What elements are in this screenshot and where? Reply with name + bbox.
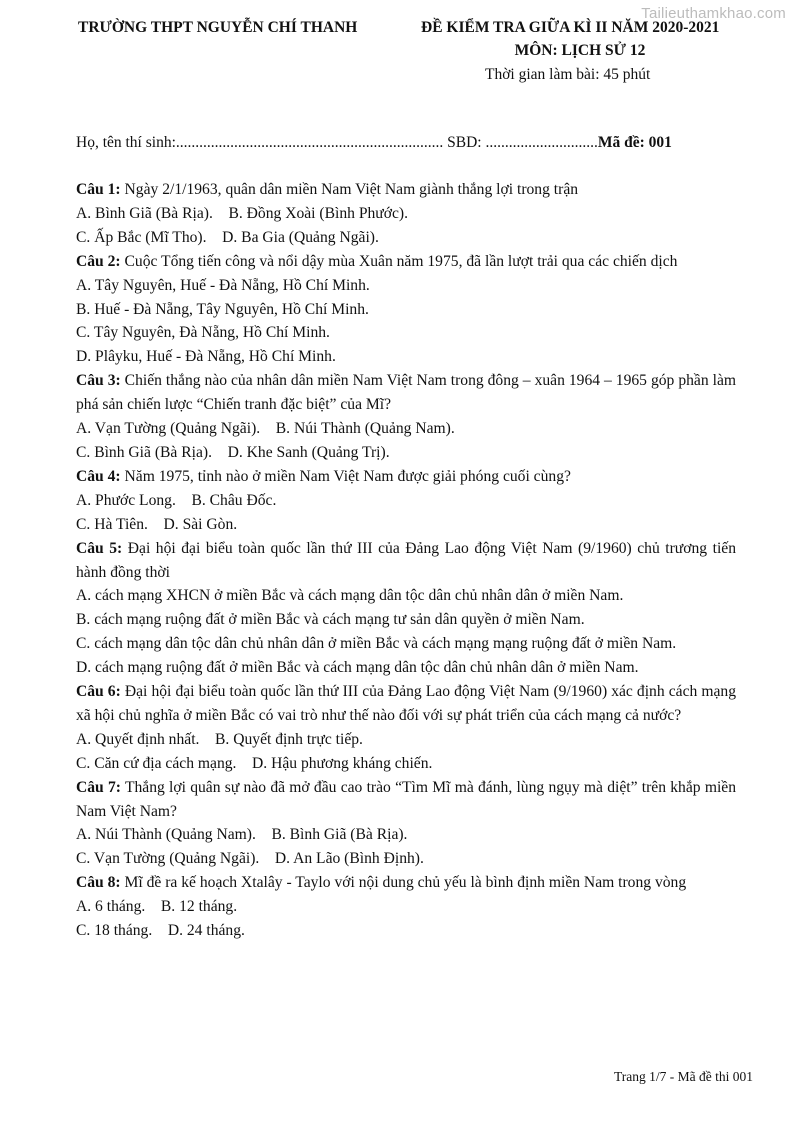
answer-option: D. Plâyku, Huế - Đà Nẵng, Hồ Chí Minh.	[76, 348, 336, 366]
student-name-label: Họ, tên thí sinh:.....................................................................	[76, 134, 444, 151]
answer-options: A. Quyết định nhất. B. Quyết định trực tiếp.	[76, 730, 363, 748]
question-6	[76, 680, 736, 776]
question-text: Chiến thắng nào của nhân dân miền Nam Việt Nam trong đông – xuân 1964 – 1965 góp phần làm phá sản chiến lược “Chiến tranh đặc biệt” của Mĩ?	[76, 372, 736, 414]
question-4	[76, 465, 736, 537]
question-number: Câu 6:	[76, 683, 121, 701]
question-text: Cuộc Tổng tiến công và nổi dậy mùa Xuân năm 1975, đã lần lượt trải qua các chiến dịch	[120, 252, 678, 270]
answer-options: C. Bình Giã (Bà Rịa). D. Khe Sanh (Quảng Trị).	[76, 443, 390, 461]
answer-options: C. Căn cứ địa cách mạng. D. Hậu phương kháng chiến.	[76, 754, 433, 772]
question-stem	[76, 250, 736, 274]
question-text: Mĩ đề ra kế hoạch Xtalây - Taylo với nội dung chủ yếu là bình định miền Nam trong vòng	[120, 874, 687, 892]
question-number: Câu 4:	[76, 467, 121, 485]
question-number: Câu 7:	[76, 778, 121, 796]
watermark: Tailieuthamkhao.com	[641, 5, 786, 22]
exam-subject: MÔN: LỊCH SỬ 12	[514, 42, 646, 59]
question-text: Đại hội đại biểu toàn quốc lần thứ III của Đảng Lao động Việt Nam (9/1960) chủ trương tiến hành đồng thời	[76, 539, 737, 581]
question-stem	[76, 465, 736, 489]
question-8	[76, 871, 736, 943]
question-1	[76, 178, 736, 250]
answer-option: C. cách mạng dân tộc dân chủ nhân dân ở miền Bắc và cách mạng mạng ruộng đất ở miền Nam.	[76, 635, 677, 653]
answer-options: A. Bình Giã (Bà Rịa). B. Đồng Xoài (Bình Phước).	[76, 204, 409, 222]
answer-options: C. 18 tháng. D. 24 tháng.	[76, 922, 245, 940]
answer-options: C. Hà Tiên. D. Sài Gòn.	[76, 515, 238, 533]
question-number: Câu 2:	[76, 252, 121, 270]
question-2	[76, 250, 736, 370]
answer-options: C. Vạn Tường (Quảng Ngãi). D. An Lão (Bình Định).	[76, 850, 424, 868]
exam-title: ĐỀ KIỂM TRA GIỮA KÌ II NĂM 2020-2021	[421, 19, 720, 36]
question-text: Đại hội đại biểu toàn quốc lần thứ III của Đảng Lao động Việt Nam (9/1960) xác định cách mạng xã hội chủ nghĩa ở miền Bắc có vai trò như thế nào đối với sự phát triển của cách mạng cả nước?	[76, 683, 736, 724]
question-number: Câu 3:	[76, 372, 121, 390]
question-stem	[76, 776, 736, 824]
question-stem	[76, 369, 736, 417]
exam-duration: Thời gian làm bài: 45 phút	[485, 66, 651, 83]
question-3	[76, 369, 736, 465]
answer-options: A. 6 tháng. B. 12 tháng.	[76, 898, 238, 916]
question-text: Thắng lợi quân sự nào đã mở đầu cao trào “Tìm Mĩ mà đánh, lùng ngụy mà diệt” trên khắp miền Nam Việt Nam?	[76, 778, 736, 820]
question-text: Ngày 2/1/1963, quân dân miền Nam Việt Nam giành thắng lợi trong trận	[120, 181, 579, 198]
exam-code: Mã đề: 001	[597, 134, 672, 151]
question-number: Câu 1:	[76, 181, 121, 198]
answer-option: D. cách mạng ruộng đất ở miền Bắc và cách mạng dân tộc dân chủ nhân dân ở miền Nam.	[76, 659, 639, 677]
question-text: Năm 1975, tỉnh nào ở miền Nam Việt Nam được giải phóng cuối cùng?	[120, 467, 571, 485]
answer-options: A. Vạn Tường (Quảng Ngãi). B. Núi Thành (Quảng Nam).	[76, 420, 455, 438]
question-stem	[76, 178, 736, 202]
question-5	[76, 537, 736, 680]
answer-option: B. Huế - Đà Nẵng, Tây Nguyên, Hồ Chí Minh.	[76, 300, 369, 318]
answer-option: B. cách mạng ruộng đất ở miền Bắc và cách mạng tư sản dân quyền ở miền Nam.	[76, 611, 585, 629]
question-7	[76, 776, 736, 872]
answer-options: C. Ấp Bắc (Mĩ Tho). D. Ba Gia (Quảng Ngãi).	[76, 228, 379, 246]
answer-option: C. Tây Nguyên, Đà Nẵng, Hồ Chí Minh.	[76, 324, 330, 342]
answer-options: A. Núi Thành (Quảng Nam). B. Bình Giã (Bà Rịa).	[76, 826, 408, 844]
student-sbd-label: SBD: .............................	[443, 134, 598, 151]
question-number: Câu 5:	[76, 539, 123, 557]
school-name: TRƯỜNG THPT NGUYỄN CHÍ THANH	[78, 19, 358, 36]
answer-option: A. Tây Nguyên, Huế - Đà Nẵng, Hồ Chí Minh.	[76, 276, 370, 294]
question-number: Câu 8:	[76, 874, 121, 892]
question-stem	[76, 537, 736, 585]
answer-options: A. Phước Long. B. Châu Đốc.	[76, 491, 277, 509]
exam-header	[0, 19, 794, 99]
page-footer: Trang 1/7 - Mã đề thi 001	[614, 1069, 753, 1084]
question-stem	[76, 871, 736, 895]
question-list	[76, 178, 736, 943]
student-info-line	[76, 134, 672, 152]
question-stem	[76, 680, 736, 728]
answer-option: A. cách mạng XHCN ở miền Bắc và cách mạng dân tộc dân chủ nhân dân ở miền Nam.	[76, 587, 624, 605]
